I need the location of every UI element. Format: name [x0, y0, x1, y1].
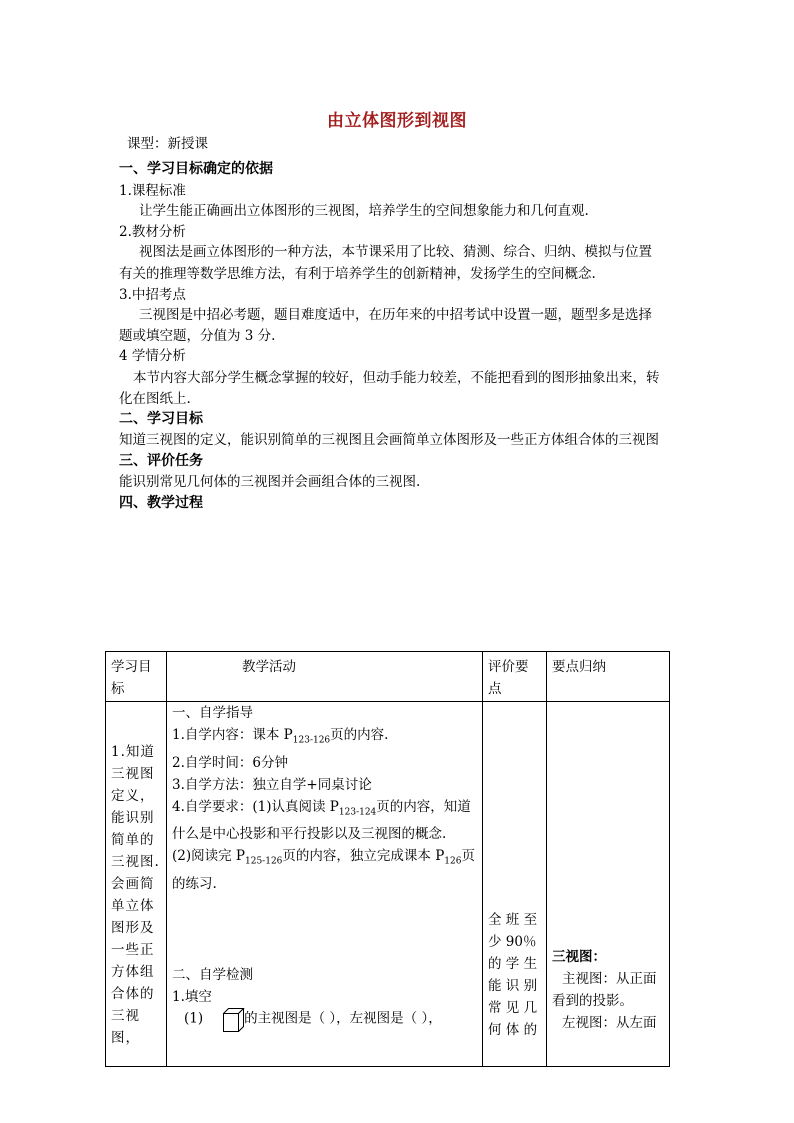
goal-line: 一些正 [111, 942, 155, 958]
activity-a-heading: 一、自学指导 [172, 705, 253, 721]
goal-line: 三视图， [111, 1008, 140, 1046]
section-2-text: 知道三视图的定义，能识别简单的三视图且会画简单立体图形及一些正方体组合体的三视图 [119, 432, 659, 448]
eval-line: 的 学 生 [488, 956, 538, 972]
activity-a5 [172, 845, 477, 873]
teaching-process-table [105, 651, 670, 1067]
goal-line: 1.知道 [111, 744, 155, 760]
section-1-3-heading: 3.中招考点 [119, 287, 186, 303]
goal-line: 简单的 [111, 832, 155, 848]
a4-sub: 123-124 [338, 807, 377, 818]
goal-line: 能识别 [111, 810, 155, 826]
table-header-row [106, 652, 670, 702]
section-1-2-text-cont: 有关的推理等数学思维方法，有利于培养学生的创新精神，发扬学生的空间概念. [119, 266, 596, 282]
a4-post: 页的内容，知道 [376, 798, 471, 815]
table-row [106, 702, 670, 1067]
goal-line: 三视图. [111, 854, 160, 870]
goal-line: 合体的 [111, 986, 155, 1002]
b1-q-num: (1) [184, 1010, 204, 1027]
activity-a2: 2.自学时间：6分钟 [172, 754, 288, 771]
goal-line: 图形及 [111, 920, 155, 936]
header-summary: 要点归纳 [547, 652, 670, 702]
activity-b1-question [184, 1008, 442, 1030]
document-title: 由立体图形到视图 [327, 111, 467, 131]
a1-pre: 1.自学内容：课本 P [172, 727, 293, 743]
eval-line: 常 见 几 [488, 1000, 538, 1016]
eval-line: 全 班 至 [488, 912, 538, 928]
section-1-2-heading: 2.教材分析 [119, 224, 186, 240]
section-1-4-text-cont: 化在图纸上. [119, 391, 191, 407]
section-2-heading: 二、学习目标 [119, 411, 203, 427]
summary-line: 左视图：从左面 [562, 1015, 657, 1031]
a5-sub: 125-126 [245, 857, 283, 868]
section-1-1-heading: 1.课程标准 [119, 183, 186, 199]
a4-pre: 4.自学要求：(1)认真阅读 P [172, 798, 339, 815]
a1-post: 页的内容. [330, 727, 389, 743]
a5-sub2: 126 [444, 857, 462, 868]
activity-a4 [172, 796, 477, 824]
eval-cell [483, 702, 547, 1067]
section-1-2-text: 视图法是画立体图形的一种方法，本节课采用了比较、猜测、综合、归纳、模拟与位置 [139, 244, 652, 260]
activity-a1 [172, 724, 477, 752]
header-activity [167, 652, 483, 702]
cuboid-figure [223, 1008, 243, 1030]
a1-sub: 123-126 [292, 735, 331, 746]
goal-line: 会画简 [111, 876, 155, 892]
goal-line: 定义， [111, 788, 155, 804]
activity-a4-cont: 什么是中心投影和平行投影以及三视图的概念. [172, 826, 447, 843]
b1-q-text: 的主视图是（ ），左视图是（ ）， [244, 1010, 442, 1027]
summary-line: 主视图：从正面 [562, 971, 657, 987]
section-1-1-text: 让学生能正确画出立体图形的三视图，培养学生的空间想象能力和几何直观. [139, 203, 589, 219]
section-1-3-text: 三视图是中招必考题，题目难度适中，在历年来的中招考试中设置一题，题型多是选择 [139, 307, 652, 323]
summary-heading: 三视图： [552, 949, 606, 965]
header-activity-label: 教学活动 [242, 659, 296, 675]
eval-line: 能 识 别 [488, 978, 538, 994]
section-1-heading: 一、学习目标确定的依据 [119, 161, 273, 177]
section-1-4-text: 本节内容大部分学生概念掌握的较好，但动手能力较差，不能把看到的图形抽象出来，转 [133, 370, 660, 386]
summary-line: 看到的投影。 [552, 993, 633, 1009]
activity-b-block [172, 964, 442, 1030]
section-4-heading: 四、教学过程 [119, 495, 203, 511]
activity-b1: 1.填空 [172, 989, 212, 1005]
activity-a5-cont: 的练习. [172, 876, 217, 893]
a5-mid: 页的内容，独立完成课本 P [282, 848, 445, 865]
section-1-3-text-cont: 题或填空题，分值为 3 分. [119, 328, 276, 344]
goal-line: 方体组 [111, 964, 155, 980]
goal-cell [106, 702, 167, 1067]
goal-line: 单立体 [111, 898, 155, 914]
activity-cell [167, 702, 483, 1067]
summary-cell [547, 702, 670, 1067]
section-1-4-heading: 4 学情分析 [119, 348, 186, 364]
section-3-heading: 三、评价任务 [119, 453, 203, 469]
a5-post: 页 [461, 848, 475, 865]
header-eval: 评价要点 [483, 652, 547, 702]
eval-line: 少 90％ [488, 934, 537, 950]
activity-b-heading: 二、自学检测 [172, 967, 253, 983]
activity-a3: 3.自学方法：独立自学+同桌讨论 [172, 776, 372, 793]
a5-pre: (2)阅读完 P [172, 848, 245, 865]
goal-line: 三视图 [111, 766, 155, 782]
section-3-text: 能识别常见几何体的三视图并会画组合体的三视图. [119, 474, 421, 490]
header-goal: 学习目标 [106, 652, 167, 702]
course-type: 课型：新授课 [127, 136, 208, 152]
eval-line: 何 体 的 [488, 1022, 538, 1038]
